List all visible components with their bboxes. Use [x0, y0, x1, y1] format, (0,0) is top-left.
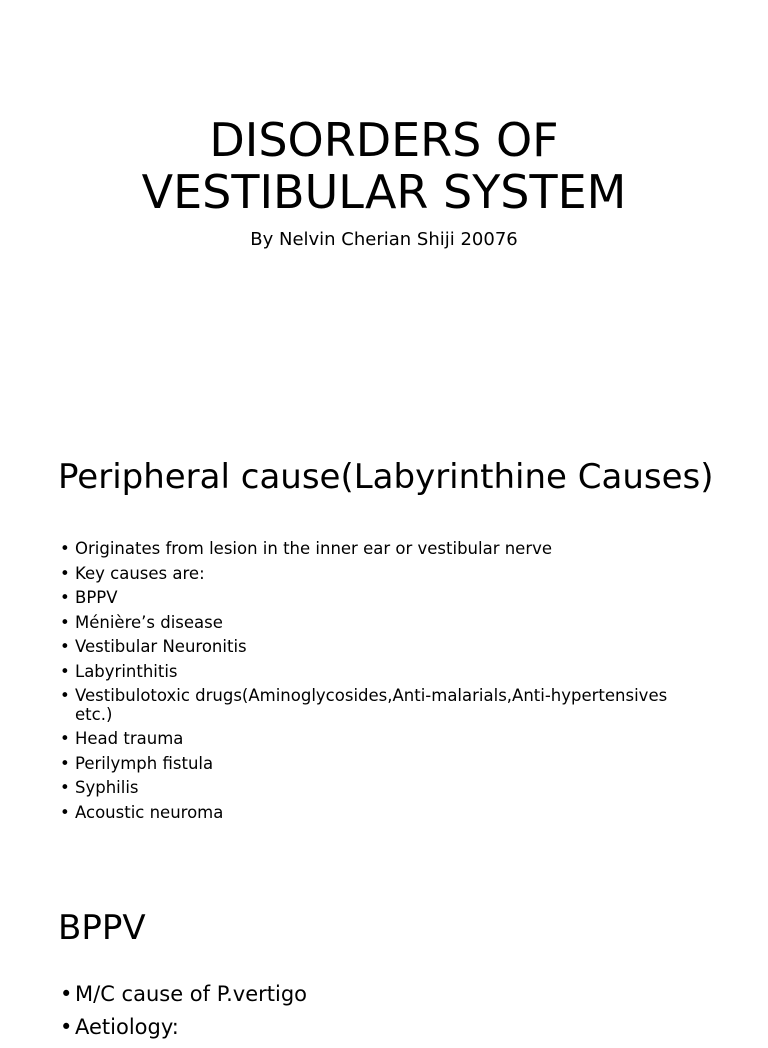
- bullet-icon: •: [60, 778, 70, 797]
- title-slide: [0, 0, 768, 432]
- bullet-list: [58, 540, 708, 828]
- slide-heading: BPPV: [58, 908, 146, 948]
- bullet-icon: •: [60, 539, 70, 558]
- bullet-icon: •: [60, 729, 70, 748]
- bullet-icon: •: [60, 637, 70, 656]
- list-item: • Vestibular Neuronitis: [60, 637, 247, 656]
- list-item: • M/C cause of P.vertigo: [60, 982, 308, 1006]
- author-subtitle: By Nelvin Cherian Shiji 20076: [250, 229, 518, 250]
- bullet-icon: •: [60, 753, 70, 773]
- bullet-icon: •: [60, 802, 70, 822]
- bullet-icon: •: [60, 982, 73, 1006]
- list-item: • Acoustic neuroma: [60, 802, 224, 822]
- bullet-icon: •: [60, 612, 70, 632]
- peripheral-causes-slide: [0, 432, 768, 864]
- bppv-slide: [0, 864, 768, 1039]
- list-item: • Syphilis: [60, 778, 139, 797]
- list-item: • Head trauma: [60, 729, 184, 748]
- list-item: • Key causes are:: [60, 563, 205, 583]
- bullet-icon: •: [60, 588, 70, 607]
- title-line-1: DISORDERS OF: [209, 113, 559, 167]
- list-item: • Ménière’s disease: [60, 612, 223, 632]
- bullet-icon: •: [60, 563, 70, 583]
- list-item: • BPPV: [60, 588, 118, 607]
- bullet-icon: •: [60, 686, 70, 705]
- list-item: • Labyrinthitis: [60, 661, 178, 681]
- bullet-icon: •: [60, 1015, 73, 1039]
- list-item: • Perilymph fistula: [60, 753, 214, 773]
- list-item: • Originates from lesion in the inner ear or vestibular nerve: [60, 539, 553, 558]
- list-item: • Aetiology:: [60, 1015, 179, 1039]
- presentation-title: [0, 114, 768, 218]
- bullet-list: [58, 982, 708, 1048]
- bullet-icon: •: [60, 661, 70, 681]
- title-line-2: VESTIBULAR SYSTEM: [141, 165, 627, 219]
- slide-heading: Peripheral cause(Labyrinthine Causes): [58, 457, 714, 497]
- list-item: • Vestibulotoxic drugs(Aminoglycosides,Anti-malarials,Anti-hypertensives etc.): [60, 686, 668, 724]
